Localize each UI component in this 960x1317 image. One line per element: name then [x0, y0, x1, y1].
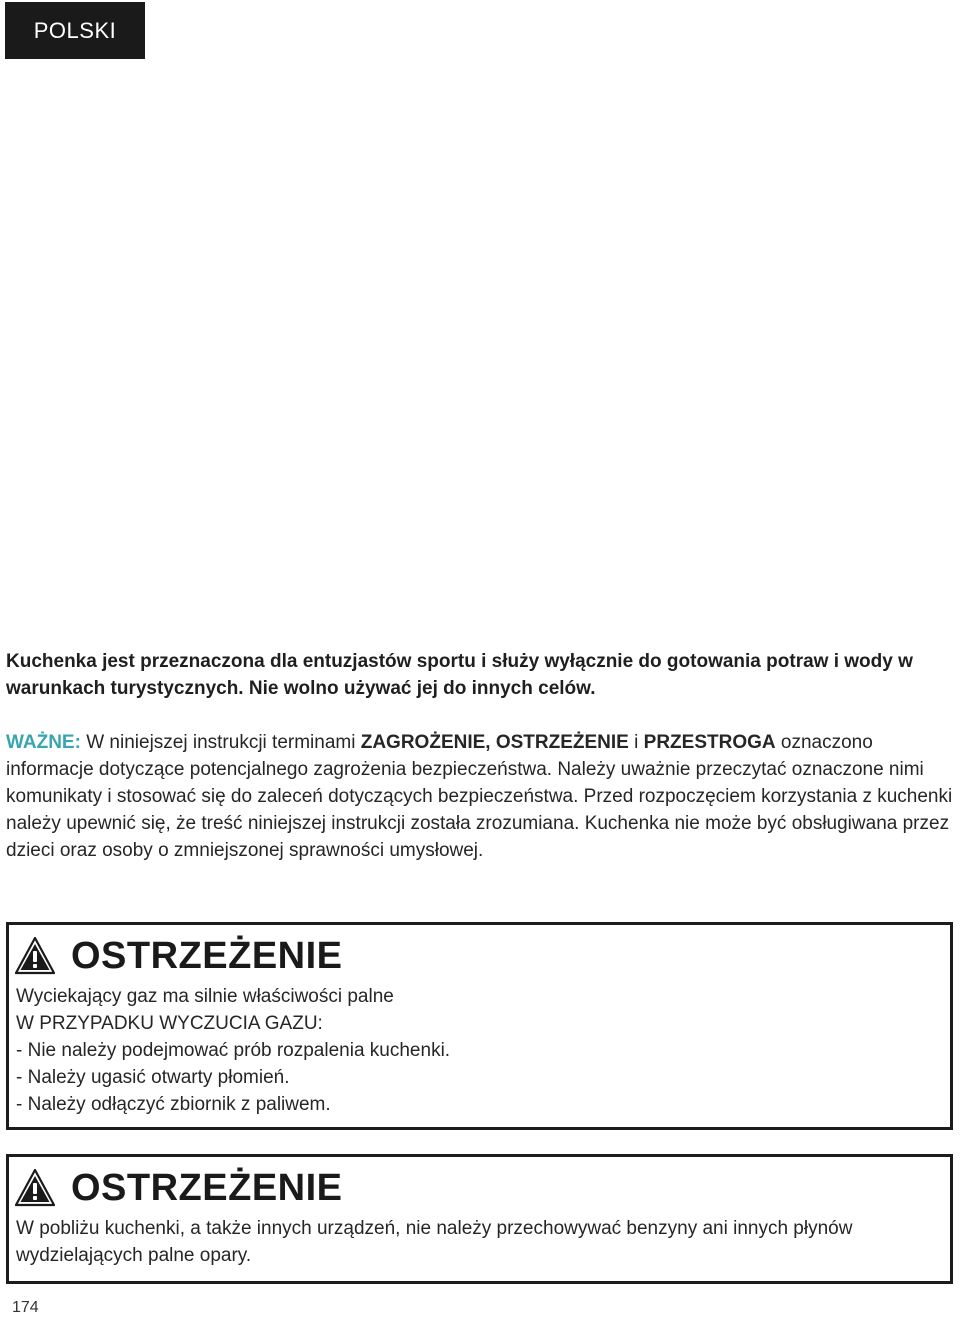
warning-header — [15, 932, 343, 980]
important-text-2: i — [628, 732, 644, 753]
warning-line: - Należy odłączyć zbiornik z paliwem. — [16, 1094, 331, 1115]
warning-body — [16, 983, 941, 1118]
important-terms: ZAGROŻENIE, OSTRZEŻENIE — [360, 732, 629, 753]
important-term-3: PRZESTROGA — [643, 732, 776, 753]
warning-line: W PRZYPADKU WYCZUCIA GAZU: — [16, 1013, 323, 1034]
warning-title: OSTRZEŻENIE — [71, 934, 343, 977]
important-label: WAŻNE: — [6, 732, 81, 753]
page-number: 174 — [12, 1299, 39, 1316]
important-text-3: oznaczono informacje dotyczące potencjalnego zagrożenia bezpieczeństwa. Należy uważnie przeczytać oznaczone nimi komunikaty i stosować się do zaleceń dotyczących bezpieczeństwa. Przed rozpoczęciem korzystania z kuchenki należy upewnić się, że treść niniejszej instrukcji została zrozumiana. Kuchenka nie może być obsługiwana przez dzieci oraz osoby o zmniejszonej sprawności umysłowej. — [6, 732, 953, 861]
important-text-1: W niniejszej instrukcji terminami — [80, 732, 361, 753]
language-tab: POLSKI — [5, 2, 145, 59]
warning-line: Wyciekający gaz ma silnie właściwości palne — [16, 986, 394, 1007]
warning-line: - Należy ugasić otwarty płomień. — [16, 1067, 290, 1088]
warning-body: W pobliżu kuchenki, a także innych urządzeń, nie należy przechowywać benzyny ani innych płynów wydzielających palne opary. — [16, 1218, 853, 1266]
warning-header — [15, 1164, 343, 1212]
warning-box-gas — [6, 922, 953, 1130]
warning-triangle-icon — [15, 936, 55, 976]
warning-box-fuel — [6, 1154, 953, 1284]
warning-line: - Nie należy podejmować prób rozpalenia kuchenki. — [16, 1040, 451, 1061]
warning-title: OSTRZEŻENIE — [71, 1166, 343, 1209]
warning-triangle-icon — [15, 1168, 55, 1208]
intro-paragraph: Kuchenka jest przeznaczona dla entuzjastów sportu i służy wyłącznie do gotowania potraw i wody w warunkach turystycznych. Nie wolno używać jej do innych celów. — [6, 651, 913, 699]
important-paragraph — [6, 729, 954, 864]
